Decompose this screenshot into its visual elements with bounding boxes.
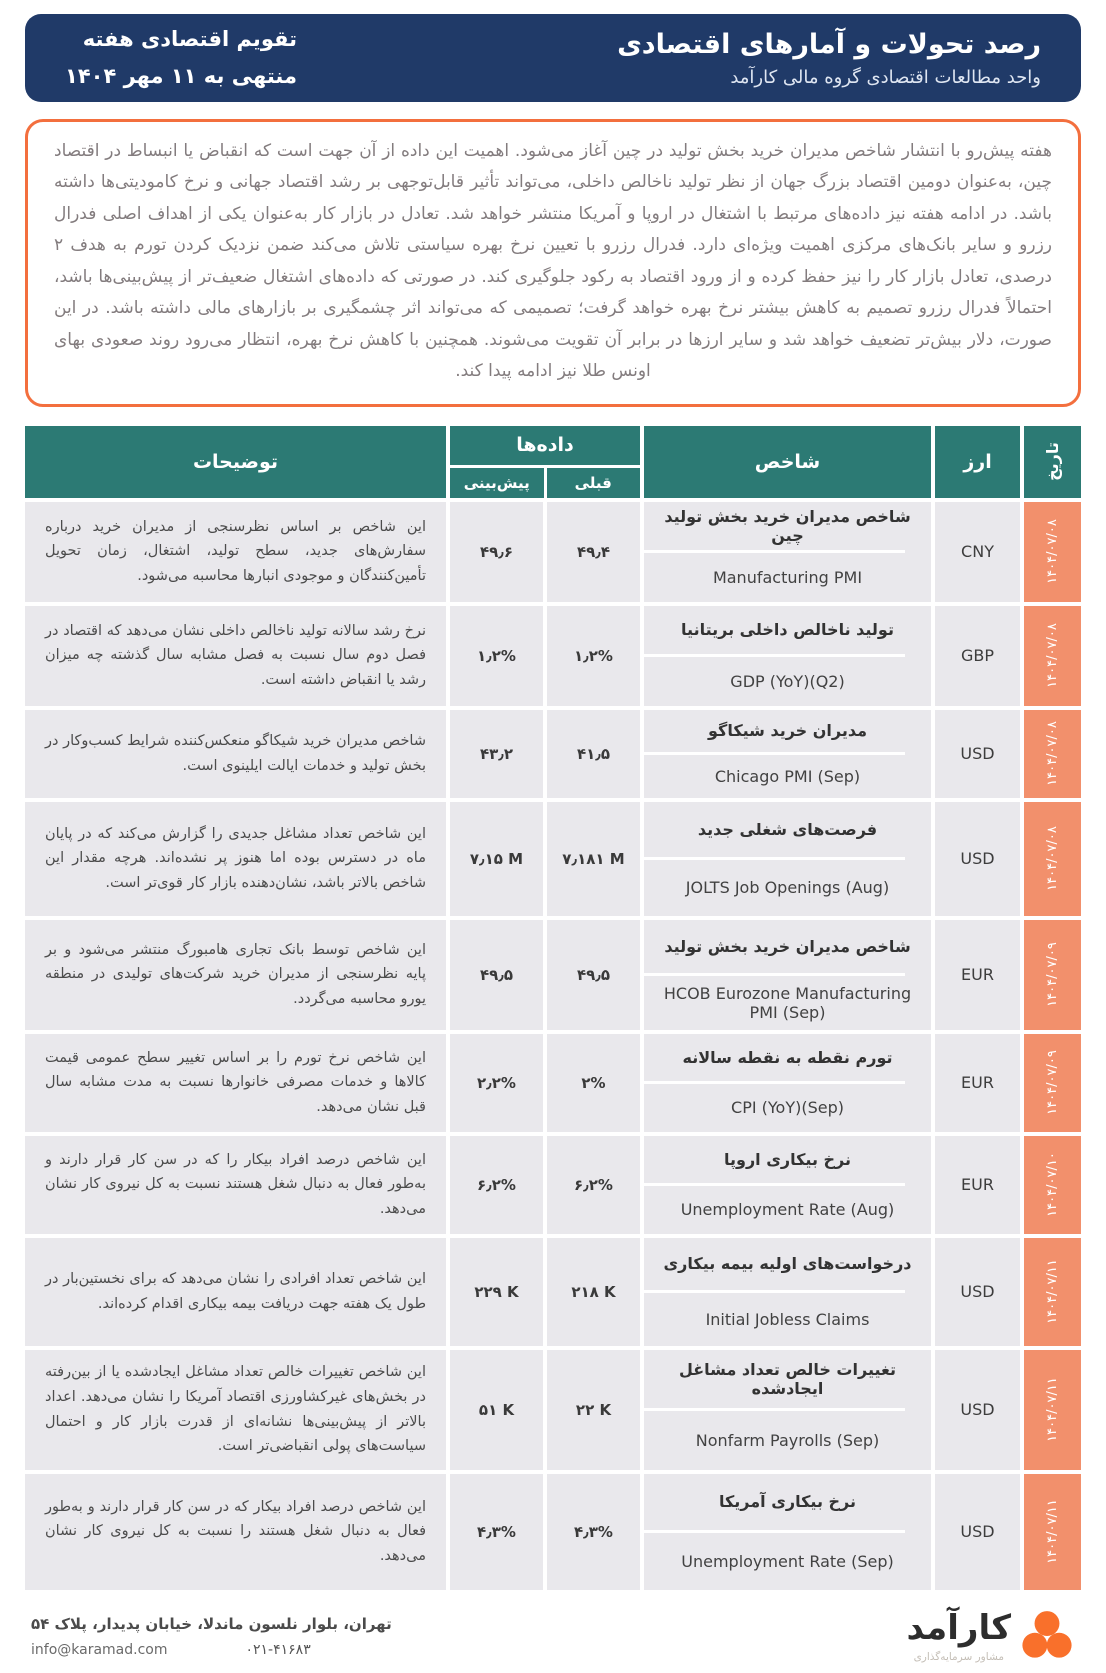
date-value: ۱۴۰۴/۰۷/۰۸: [1045, 826, 1060, 891]
indicator-name-en: HCOB Eurozone Manufacturing PMI (Sep): [663, 983, 912, 1022]
currency-cell: USD: [935, 1238, 1020, 1346]
column-header-data-group: [450, 426, 640, 498]
indicator-name-en: Manufacturing PMI: [712, 567, 863, 587]
date-value: ۱۴۰۴/۰۷/۰۹: [1045, 942, 1060, 1007]
week-calendar-line1: تقویم اقتصادی هفته: [82, 27, 297, 52]
forecast-value-cell: ۶٫۲%: [450, 1136, 543, 1234]
indicator-cell: [644, 1474, 931, 1590]
indicator-cell: [644, 1238, 931, 1346]
currency-cell: GBP: [935, 606, 1020, 706]
brand-name: کارآمد: [906, 1607, 1011, 1648]
indicator-name-en: GDP (YoY)(Q2): [730, 671, 845, 691]
indicator-name-fa: درخواست‌های اولیه بیمه بیکاری: [663, 1254, 912, 1274]
currency-cell: USD: [935, 1350, 1020, 1470]
table-row: [25, 710, 1081, 798]
notes-cell: [25, 502, 446, 602]
indicator-cell: [644, 606, 931, 706]
indicator-name-fa: تغییرات خالص تعداد مشاغل ایجادشده: [678, 1359, 897, 1398]
indicator-cell: [644, 802, 931, 916]
previous-value-cell: ۲۲ K: [547, 1350, 640, 1470]
indicator-name-fa: نرخ بیکاری آمریکا: [718, 1492, 857, 1512]
week-calendar-line2: منتهی به ۱۱ مهر ۱۴۰۴: [65, 64, 297, 88]
date-value: ۱۴۰۴/۰۷/۰۹: [1045, 1050, 1060, 1115]
column-header-date-label: تاریخ: [1043, 442, 1063, 481]
brand-block: [906, 1607, 1073, 1663]
indicator-name-en: Nonfarm Payrolls (Sep): [695, 1430, 880, 1450]
address: تهران، بلوار نلسون ماندلا، خیابان پدیدار، پلاک ۵۴: [31, 1614, 392, 1633]
currency-cell: CNY: [935, 502, 1020, 602]
forecast-value-cell: ۲٫۲%: [450, 1034, 543, 1132]
notes-cell: [25, 710, 446, 798]
column-header-indicator: شاخص: [644, 426, 931, 498]
date-cell: [1024, 1350, 1081, 1470]
notes-text: این شاخص توسط بانک تجاری هامبورگ منتشر می‌شود و بر پایه نظرسنجی از مدیران خرید شرکت‌های تولیدی در منطقه یورو محاسبه می‌گردد.: [45, 941, 426, 1007]
notes-cell: [25, 606, 446, 706]
karamad-clover-icon: [1021, 1610, 1073, 1662]
previous-value-cell: ۲%: [547, 1034, 640, 1132]
notes-cell: [25, 1350, 446, 1470]
notes-cell: [25, 802, 446, 916]
previous-value-cell: ۴٫۳%: [547, 1474, 640, 1590]
table-row: [25, 920, 1081, 1030]
notes-text: این شاخص نرخ تورم را بر اساس تغییر سطح عمومی قیمت کالاها و خدمات مصرفی خانوارها نسبت به مدت مشابه سال قبل نشان می‌دهد.: [45, 1049, 426, 1115]
indicator-cell: [644, 1350, 931, 1470]
header-titles: [617, 29, 1041, 88]
phone: ۰۲۱-۴۱۶۸۳: [245, 1641, 311, 1658]
contact-row: [31, 1642, 721, 1658]
column-header-data: داده‌ها: [450, 426, 640, 465]
indicator-name-en: Unemployment Rate (Aug): [680, 1200, 895, 1220]
notes-cell: [25, 1238, 446, 1346]
indicator-name-en: CPI (YoY)(Sep): [731, 1098, 844, 1118]
forecast-value-cell: ۱٫۲%: [450, 606, 543, 706]
date-value: ۱۴۰۴/۰۷/۱۱: [1045, 1259, 1060, 1324]
notes-text: این شاخص تعداد افرادی را نشان می‌دهد که برای نخستین‌بار در طول یک هفته جهت دریافت بیمه بیکاری اقدام کرده‌اند.: [45, 1270, 426, 1312]
currency-cell: USD: [935, 710, 1020, 798]
date-cell: [1024, 802, 1081, 916]
table-row: [25, 802, 1081, 916]
economic-calendar-table: [25, 426, 1081, 1590]
date-value: ۱۴۰۴/۰۷/۰۸: [1045, 623, 1060, 688]
date-value: ۱۴۰۴/۰۷/۱۱: [1045, 1499, 1060, 1564]
indicator-cell: [644, 710, 931, 798]
date-value: ۱۴۰۴/۰۷/۰۸: [1045, 721, 1060, 786]
indicator-name-fa: نرخ بیکاری اروپا: [724, 1149, 852, 1169]
indicator-name-en: Unemployment Rate (Sep): [681, 1551, 894, 1571]
table-row: [25, 1238, 1081, 1346]
report-title: رصد تحولات و آمارهای اقتصادی: [617, 28, 1041, 60]
footer: [25, 1604, 1081, 1663]
column-header-currency: ارز: [935, 426, 1020, 498]
date-cell: [1024, 1474, 1081, 1590]
forecast-value-cell: ۴۹٫۶: [450, 502, 543, 602]
brand-tagline: مشاور سرمایه‌گذاری: [913, 1650, 1004, 1663]
currency-cell: EUR: [935, 1136, 1020, 1234]
table-body: [25, 502, 1081, 1590]
indicator-name-fa: فرصت‌های شغلی جدید: [697, 819, 878, 839]
notes-text: این شاخص بر اساس نظرسنجی از مدیران خرید درباره سفارش‌های جدید، سطح تولید، اشتغال، زمان تحویل تأمین‌کنندگان و موجودی انبارها محاسبه می‌شود.: [45, 518, 426, 584]
forecast-value-cell: ۴۹٫۵: [450, 920, 543, 1030]
column-header-previous: قبلی: [547, 468, 641, 498]
previous-value-cell: ۷٫۱۸۱ M: [547, 802, 640, 916]
date-cell: [1024, 1136, 1081, 1234]
notes-text: این شاخص درصد افراد بیکار را که در سن کار قرار دارند و به‌طور فعال به دنبال شغل هستند نسبت به کل نیروی کار نشان می‌دهد.: [45, 1151, 426, 1217]
table-row: [25, 1136, 1081, 1234]
table-row: [25, 1474, 1081, 1590]
report-subtitle: واحد مطالعات اقتصادی گروه مالی کارآمد: [730, 66, 1041, 88]
indicator-cell: [644, 1034, 931, 1132]
header-band: [25, 14, 1081, 102]
table-row: [25, 1034, 1081, 1132]
week-calendar-label: [65, 21, 297, 95]
indicator-name-fa: تورم نقطه به نقطه سالانه: [682, 1047, 893, 1067]
date-value: ۱۴۰۴/۰۷/۱۱: [1045, 1377, 1060, 1442]
currency-cell: USD: [935, 802, 1020, 916]
notes-text: این شاخص درصد افراد بیکار که در سن کار قرار دارند و به‌طور فعال به دنبال شغل هستند را نسبت به کل نیروی کار نشان می‌دهد.: [45, 1498, 426, 1564]
forecast-value-cell: ۴٫۳%: [450, 1474, 543, 1590]
forecast-value-cell: ۲۲۹ K: [450, 1238, 543, 1346]
date-cell: [1024, 920, 1081, 1030]
notes-text: شاخص مدیران خرید شیکاگو منعکس‌کننده شرایط کسب‌وکار در بخش تولید و خدمات ایالت ایلینوی است.: [45, 732, 426, 774]
forecast-value-cell: ۴۳٫۲: [450, 710, 543, 798]
weekly-outlook-paragraph: هفته پیش‌رو با انتشار شاخص مدیران خرید بخش تولید در چین آغاز می‌شود. اهمیت این داده از آن جهت است که انقباض یا انبساط در اقتصاد چین، به‌عنوان دومین اقتصاد بزرگ جهان از نظر تولید ناخالص داخلی، می‌تواند تأثیر قابل‌توجهی بر رشد اقتصاد جهانی و نرخ کامودیتی‌ها داشته باشد. در ادامه هفته نیز داده‌های مرتبط با اشتغال در اروپا و آمریکا منتشر خواهد شد. تعادل در بازار کار به‌عنوان یکی از اهداف اصلی فدرال رزرو و سایر بانک‌های مرکزی اهمیت ویژه‌ای دارد. فدرال رزرو با تعیین نرخ بهره سیاستی تلاش می‌کند ضمن نزدیک کردن تورم به هدف ۲ درصدی، تعادل بازار کار را نیز حفظ کرده و از ورود اقتصاد به رکود جلوگیری کند. در صورتی که داده‌های اشتغال ضعیف‌تر از پیش‌بینی‌ها باشد، احتمالاً فدرال رزرو تصمیم به کاهش بیشتر نرخ بهره خواهد گرفت؛ تصمیمی که می‌تواند اثر چشمگیری بر بازارهای مالی داشته باشد. در این صورت، دلار بیش‌تر تضعیف خواهد شد و سایر ارزها در برابر آن تقویت می‌شوند. همچنین با کاهش نرخ بهره، انتظار می‌رود روند صعودی بهای اونس طلا نیز ادامه پیدا کند.: [25, 119, 1081, 407]
previous-value-cell: ۴۱٫۵: [547, 710, 640, 798]
date-cell: [1024, 1034, 1081, 1132]
date-value: ۱۴۰۴/۰۷/۰۸: [1045, 519, 1060, 584]
notes-text: نرخ رشد سالانه تولید ناخالص داخلی نشان می‌دهد که اقتصاد در فصل دوم سال نسبت به فصل مشابه سال گذشته چه میزان رشد یا انقباض داشته است.: [45, 622, 426, 688]
previous-value-cell: ۴۹٫۴: [547, 502, 640, 602]
date-cell: [1024, 710, 1081, 798]
brand-text: [906, 1607, 1011, 1663]
table-row: [25, 1350, 1081, 1470]
contact-block: [31, 1615, 721, 1658]
notes-text: این شاخص تغییرات خالص تعداد مشاغل ایجادشده یا از بین‌رفته در بخش‌های غیرکشاورزی اقتصاد آمریکا را نشان می‌دهد. اعداد بالاتر از پیش‌بینی‌ها نشانه‌ای از قدرت بازار کار و احتمال سیاست‌های پولی انقباضی‌تر است.: [45, 1364, 426, 1455]
previous-value-cell: ۴۹٫۵: [547, 920, 640, 1030]
data-subheaders: [450, 468, 640, 498]
date-cell: [1024, 606, 1081, 706]
previous-value-cell: ۲۱۸ K: [547, 1238, 640, 1346]
column-header-date: [1024, 426, 1081, 498]
indicator-name-en: Initial Jobless Claims: [705, 1309, 870, 1329]
column-header-forecast: پیش‌بینی: [450, 468, 544, 498]
indicator-name-fa: شاخص مدیران خرید بخش تولید: [664, 936, 911, 956]
currency-cell: EUR: [935, 1034, 1020, 1132]
date-cell: [1024, 502, 1081, 602]
email: info@karamad.com: [31, 1641, 168, 1658]
date-value: ۱۴۰۴/۰۷/۱۰: [1045, 1152, 1060, 1217]
indicator-name-fa: تولید ناخالص داخلی بریتانیا: [681, 620, 894, 640]
previous-value-cell: ۱٫۲%: [547, 606, 640, 706]
indicator-cell: [644, 502, 931, 602]
indicator-cell: [644, 1136, 931, 1234]
previous-value-cell: ۶٫۲%: [547, 1136, 640, 1234]
currency-cell: EUR: [935, 920, 1020, 1030]
notes-cell: [25, 1136, 446, 1234]
indicator-cell: [644, 920, 931, 1030]
table-row: [25, 502, 1081, 602]
indicator-name-fa: شاخص مدیران خرید بخش تولید چین: [664, 506, 911, 545]
notes-cell: [25, 1474, 446, 1590]
indicator-name-fa: مدیران خرید شیکاگو: [707, 721, 868, 741]
indicator-name-en: JOLTS Job Openings (Aug): [685, 878, 890, 898]
forecast-value-cell: ۷٫۱۵ M: [450, 802, 543, 916]
notes-cell: [25, 920, 446, 1030]
notes-cell: [25, 1034, 446, 1132]
column-header-notes: توضیحات: [25, 426, 446, 498]
notes-text: این شاخص تعداد مشاغل جدیدی را گزارش می‌کند که در پایان ماه در دسترس بوده اما هنوز پر نشده‌اند. هرچه مقدار این شاخص بالاتر باشد، نشان‌دهنده بازار کار قوی‌تر است.: [45, 825, 426, 891]
indicator-name-en: Chicago PMI (Sep): [714, 766, 861, 786]
table-header-row: [25, 426, 1081, 498]
forecast-value-cell: ۵۱ K: [450, 1350, 543, 1470]
currency-cell: USD: [935, 1474, 1020, 1590]
date-cell: [1024, 1238, 1081, 1346]
table-row: [25, 606, 1081, 706]
